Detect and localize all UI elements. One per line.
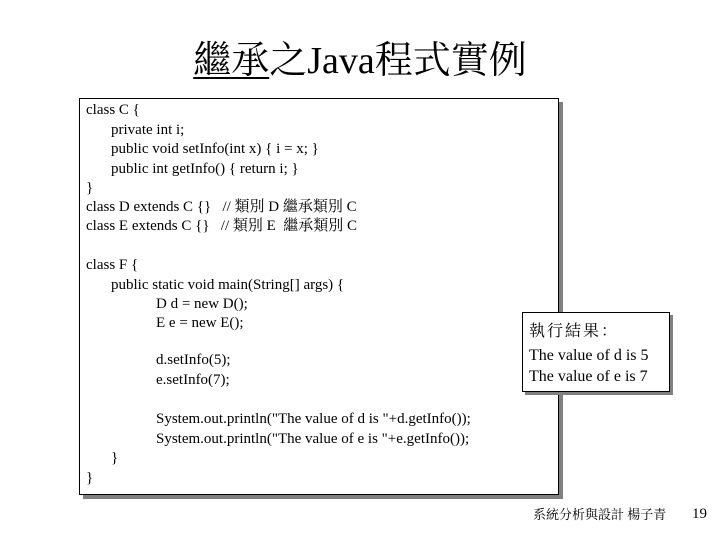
slide-title (0, 36, 720, 86)
code-line: d.setInfo(5); (156, 352, 231, 368)
code-line: public int getInfo() { return i; } (111, 161, 299, 177)
result-line: The value of d is 5 (529, 347, 649, 364)
title-text: 之Java程式實例 (269, 40, 527, 82)
result-line: The value of e is 7 (529, 368, 648, 385)
code-line: private int i; (111, 122, 185, 138)
title-link-inheritance[interactable]: 繼承 (193, 40, 270, 82)
code-line: class F { (86, 257, 139, 273)
code-line: System.out.println("The value of e is "+e.getInfo()); (156, 431, 470, 447)
code-line: } (111, 450, 119, 466)
page-number: 19 (692, 506, 707, 522)
code-line: System.out.println("The value of d is "+d.getInfo()); (156, 411, 471, 427)
code-line: } (86, 470, 94, 486)
code-listing (79, 98, 559, 495)
footer-course-author: 系統分析與設計 楊子青 (533, 507, 667, 522)
execution-result-box (522, 312, 670, 392)
code-line: class E extends C {} // 類別 E 繼承類別 C (86, 218, 358, 234)
code-line: e.setInfo(7); (156, 372, 230, 388)
code-line: public static void main(String[] args) { (111, 277, 345, 293)
code-line: class C { (86, 102, 140, 118)
code-line: E e = new E(); (156, 315, 244, 331)
code-line: D d = new D(); (156, 296, 248, 312)
result-heading: 執行結果： (529, 323, 620, 340)
code-line: public void setInfo(int x) { i = x; } (111, 141, 319, 157)
code-line: } (86, 180, 94, 196)
code-line: class D extends C {} // 類別 D 繼承類別 C (86, 199, 357, 215)
